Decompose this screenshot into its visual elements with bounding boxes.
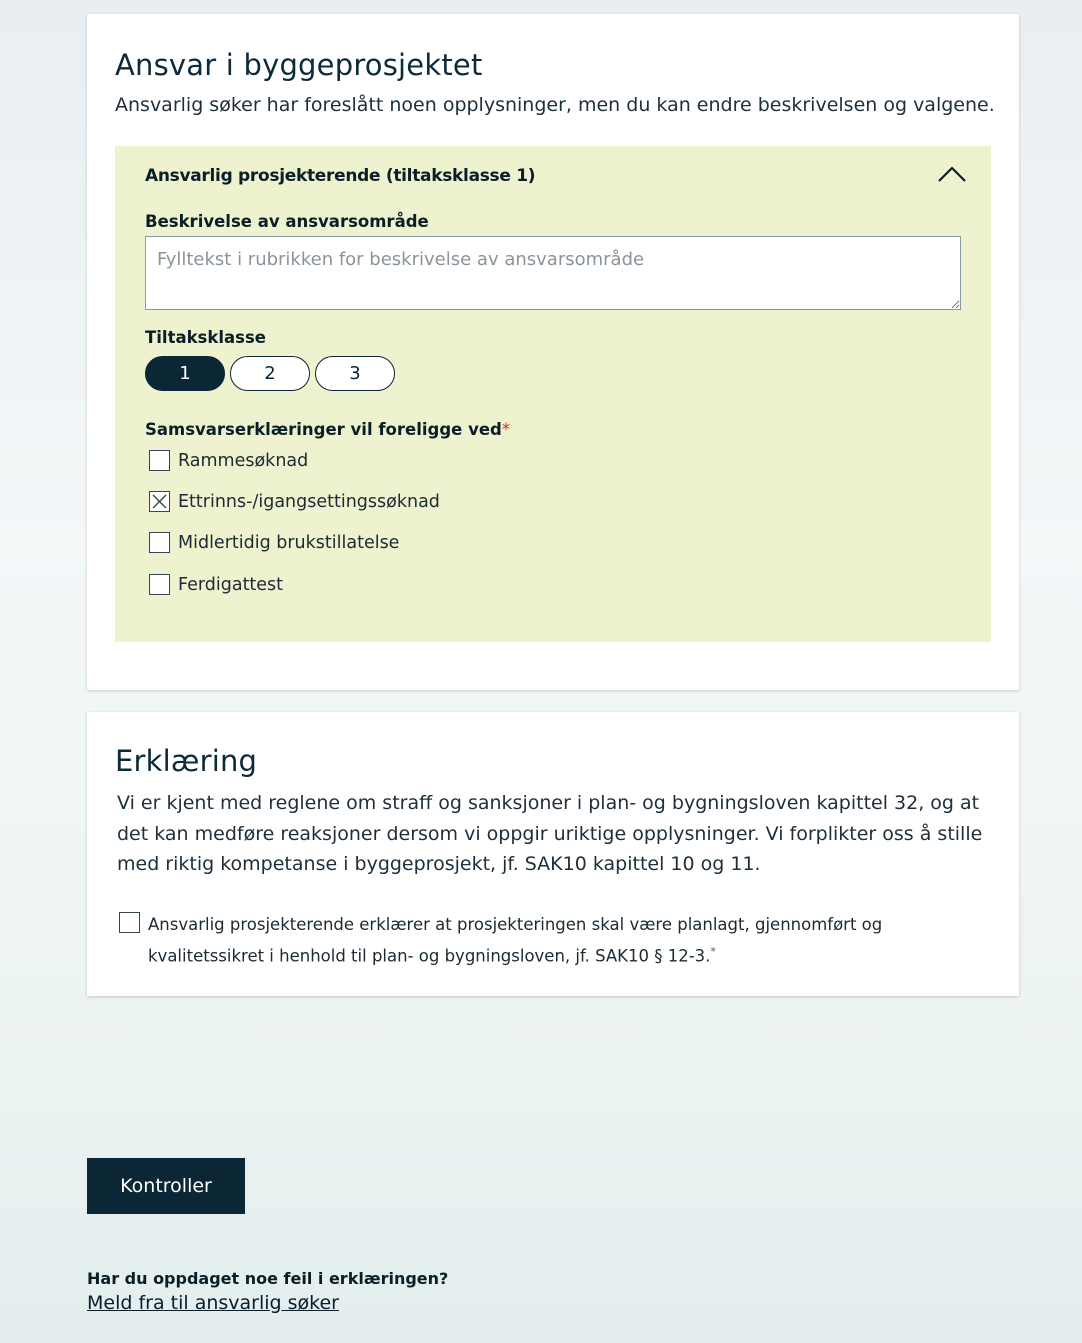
required-mark: *	[501, 420, 511, 439]
declaration-checkbox-text: Ansvarlig prosjekterende erklærer at prosjekteringen skal være planlagt, gjennomført og kvalitetssikret i henhold til plan- og bygningsloven, jf. SAK10 § 12-3.	[148, 915, 883, 966]
checkbox-label: Ettrinns-/igangsettingssøknad	[178, 491, 440, 512]
description-label: Beskrivelse av ansvarsområde	[145, 212, 429, 231]
required-mark: *	[710, 945, 716, 958]
checkbox-checked[interactable]	[149, 491, 170, 512]
check-button[interactable]: Kontroller	[87, 1158, 245, 1214]
conformity-option-ferdigattest[interactable]	[149, 574, 283, 595]
class-option-1[interactable]: 1	[145, 356, 225, 391]
declaration-title: Erklæring	[115, 744, 258, 778]
checkbox-label: Midlertidig brukstillatelse	[178, 532, 400, 553]
checkbox[interactable]	[149, 450, 170, 471]
responsibility-title: Ansvar i byggeprosjektet	[115, 48, 483, 82]
responsibility-panel	[115, 146, 991, 642]
checkbox-label: Ferdigattest	[178, 574, 284, 595]
description-textarea[interactable]	[145, 236, 961, 310]
footer-question: Har du oppdaget noe feil i erklæringen?	[87, 1269, 449, 1288]
conformity-label-text: Samsvarserklæringer vil foreligge ved	[145, 420, 502, 439]
conformity-option-rammesoknad[interactable]	[149, 450, 308, 471]
responsibility-lead: Ansvarlig søker har foreslått noen opplysninger, men du kan endre beskrivelsen og valgene.	[115, 94, 995, 116]
declaration-text: Vi er kjent med reglene om straff og sanksjoner i plan- og bygningsloven kapittel 32, og at det kan medføre reaksjoner dersom vi oppgir uriktige opplysninger. Vi forplikter oss å stille med riktig kompetanse i byggeprosjekt, jf. SAK10 kapittel 10 og 11.	[117, 792, 983, 875]
report-error-link[interactable]: Meld fra til ansvarlig søker	[87, 1292, 339, 1314]
class-label: Tiltaksklasse	[145, 328, 266, 347]
checkbox-label: Rammesøknad	[178, 450, 309, 471]
class-selector	[145, 356, 395, 391]
chevron-up-icon[interactable]	[937, 162, 967, 186]
panel-heading: Ansvarlig prosjekterende (tiltaksklasse 1)	[145, 166, 536, 186]
declaration-checkbox-label	[148, 911, 998, 970]
declaration-checkbox[interactable]	[119, 912, 140, 933]
conformity-option-ettrinns[interactable]	[149, 491, 440, 512]
checkbox[interactable]	[149, 532, 170, 553]
responsibility-card	[87, 14, 1019, 690]
cross-icon	[151, 493, 168, 510]
conformity-option-midlertidig[interactable]	[149, 532, 399, 553]
class-option-2[interactable]: 2	[230, 356, 310, 391]
conformity-label	[145, 420, 510, 439]
class-option-3[interactable]: 3	[315, 356, 395, 391]
checkbox[interactable]	[149, 574, 170, 595]
declaration-card	[87, 712, 1019, 996]
